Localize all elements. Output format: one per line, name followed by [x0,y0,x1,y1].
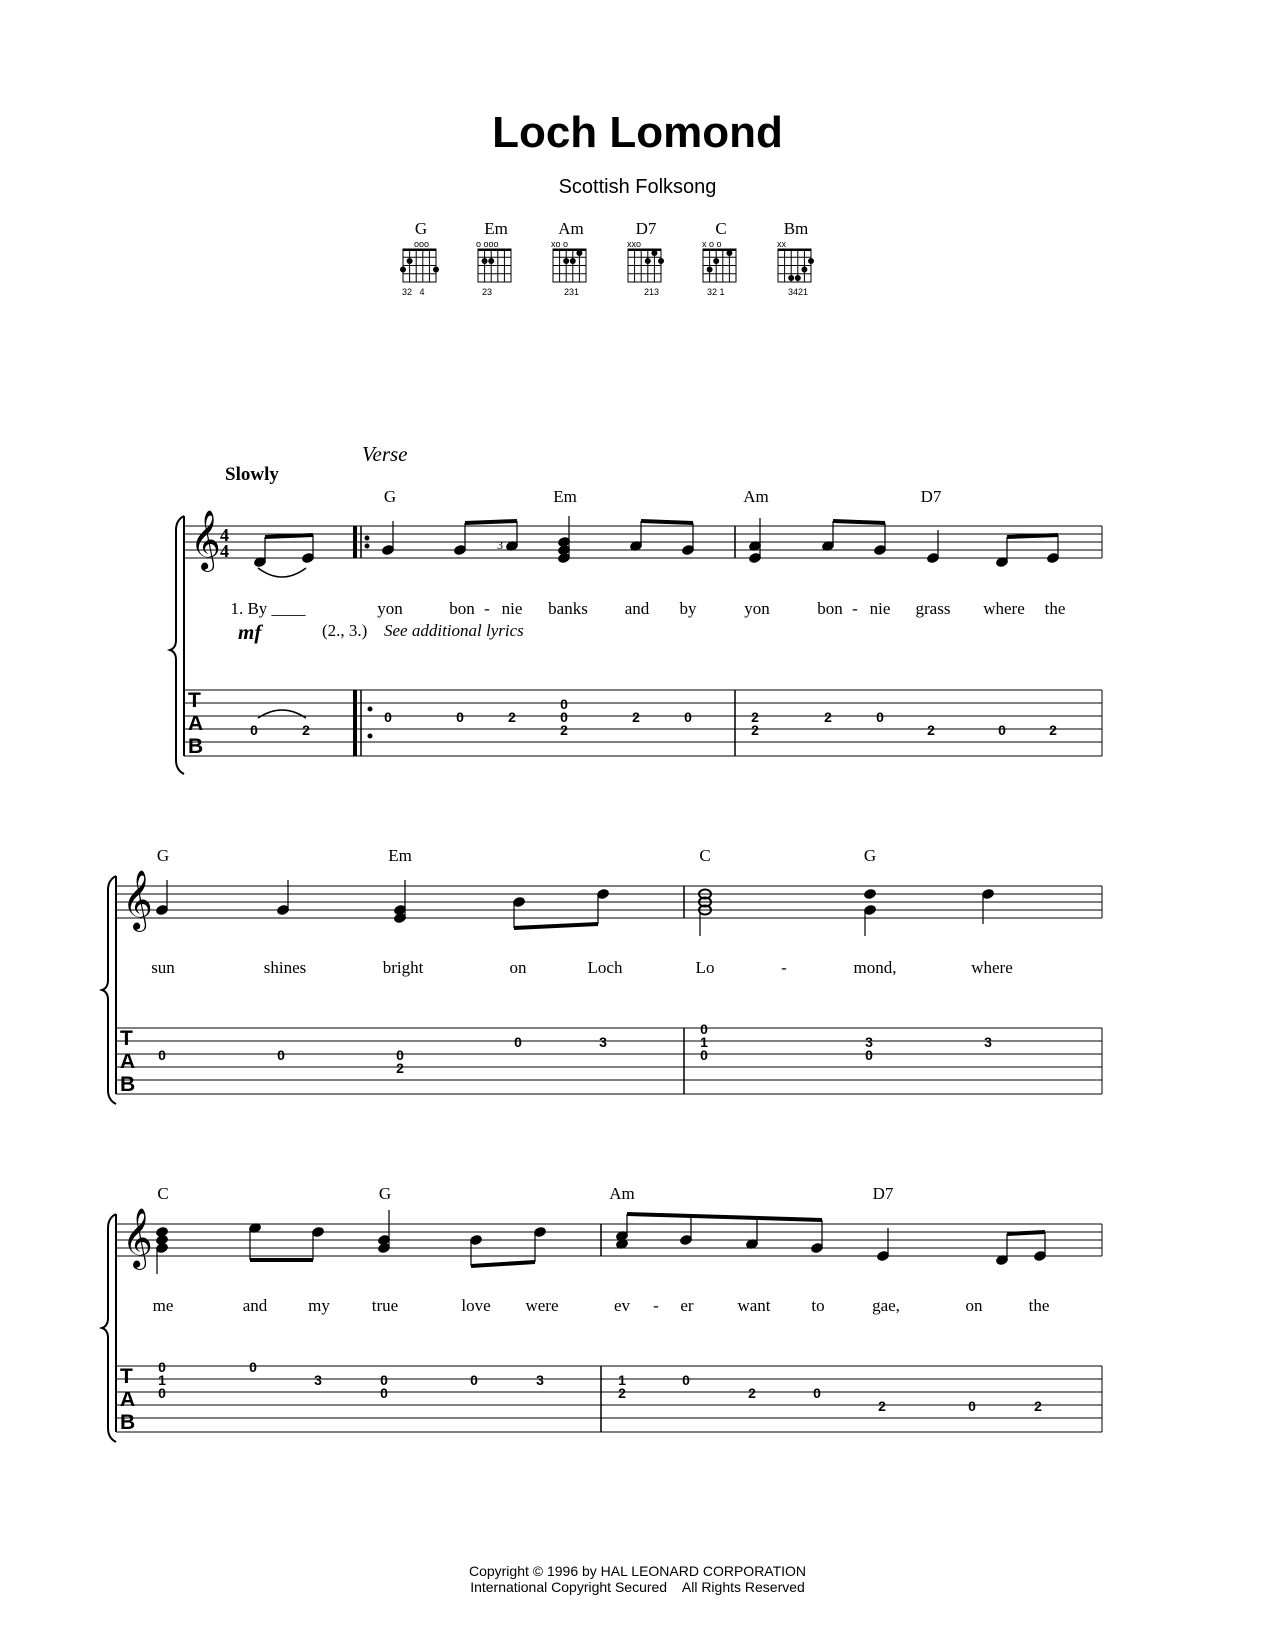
treble-clef-icon: 𝄞 [122,870,153,930]
tab-number: 0 [456,709,464,725]
tab-number: 0 [249,1359,257,1375]
lyric-syllable: true [371,1296,399,1315]
lyric-syllable: grass [915,599,951,618]
tab-number: 0 [380,1372,388,1388]
tab-number: 2 [1034,1398,1042,1414]
chord-diagram-name: Bm [783,219,809,238]
lyric-syllable: to [811,1296,825,1315]
open-string-marks: xx [777,239,786,249]
lyric-hyphen: - [781,958,787,977]
open-string-marks: x o o [702,239,722,249]
time-signature-top: 4 [220,525,229,545]
lyric-syllable: love [461,1296,491,1315]
song-title: Loch Lomond [492,108,783,157]
tab-numbers-system-3 [158,1359,1042,1414]
chord-diagram-name: G [414,219,428,238]
open-string-marks: xo o [551,239,569,249]
lyric-syllable: were [525,1296,559,1315]
system-3 [102,1214,1102,1442]
lyric-syllable: want [737,1296,771,1315]
notes-system-2 [155,880,994,936]
lyric-syllable: and [242,1296,268,1315]
lyric-syllable: nie [869,599,891,618]
tab-number: 2 [927,722,935,738]
treble-clef-icon: 𝄞 [190,510,221,570]
finger-numbers: 3421 [788,287,809,297]
tab-number: 0 [158,1385,166,1401]
tab-number: 2 [508,709,516,725]
tab-number: 0 [700,1047,708,1063]
chord-diagram-name: Am [558,219,584,238]
tab-numbers-system-1 [250,696,1057,738]
lyric-syllable: on [509,958,527,977]
lyric-hyphen: - [653,1296,659,1315]
lyric-syllable: Loch [587,958,623,977]
chord-symbol: Em [553,487,577,506]
tempo-marking: Slowly [225,464,279,485]
dynamic-marking: mf [238,620,262,644]
tab-number: 2 [751,722,759,738]
chord-symbol: G [378,1184,392,1203]
tab-number: 0 [250,722,258,738]
tab-letter-a: A [188,712,204,735]
tab-number: 0 [813,1385,821,1401]
lyric-syllable: sun [151,958,175,977]
lyric-syllable: the [1028,1296,1050,1315]
tab-number: 1 [700,1034,708,1050]
tab-number: 3 [599,1034,607,1050]
tab-letter-a: A [120,1050,136,1073]
finger-numbers: 213 [644,287,660,297]
lyric-syllable: bon [817,599,843,618]
tab-number: 0 [968,1398,976,1414]
tab-number: 0 [277,1047,285,1063]
verse-number-note: (2., 3.) [322,621,368,640]
lyric-syllable: banks [548,599,588,618]
tab-letter-b: B [188,735,204,758]
tab-number: 0 [682,1372,690,1388]
tab-numbers-system-2 [158,1021,992,1076]
tab-number: 0 [396,1047,404,1063]
lyric-syllable: the [1044,599,1066,618]
tab-letter-a: A [120,1388,136,1411]
tab-number: 0 [560,709,568,725]
lyric-hyphen: - [484,599,490,618]
system-2 [102,876,1102,1104]
chord-symbol: C [699,846,711,865]
lyric-syllable: shines [263,958,307,977]
chord-symbol: D7 [872,1184,894,1203]
time-signature-bottom: 4 [220,541,229,561]
lyric-syllable: nie [501,599,523,618]
lyric-syllable: ev [613,1296,631,1315]
tab-number: 3 [314,1372,322,1388]
tab-number: 0 [684,709,692,725]
tab-number: 1 [158,1372,166,1388]
tab-number: 2 [632,709,640,725]
tab-letter-t: T [188,689,201,712]
lyric-syllable: by [679,599,697,618]
tab-number: 1 [618,1372,626,1388]
tab-number: 3 [536,1372,544,1388]
tab-number: 0 [380,1385,388,1401]
tab-number: 2 [751,709,759,725]
lyric-syllable: and [624,599,650,618]
lyric-syllable: yon [744,599,770,618]
tab-number: 0 [700,1021,708,1037]
treble-clef-icon: 𝄞 [122,1208,153,1268]
tab-number: 0 [158,1047,166,1063]
tab-number: 2 [748,1385,756,1401]
open-string-marks: xxo [627,239,642,249]
tab-number: 2 [396,1060,404,1076]
tab-number: 0 [384,709,392,725]
tab-number: 2 [560,722,568,738]
song-subtitle: Scottish Folksong [558,176,717,198]
tab-number: 0 [560,696,568,712]
chord-symbol: D7 [920,487,942,506]
chord-symbol: Em [388,846,412,865]
finger-numbers: 23 [482,287,493,297]
chord-symbol: G [863,846,877,865]
lyric-syllable: me [152,1296,174,1315]
lyric-syllable: on [965,1296,983,1315]
tab-letter-t: T [120,1365,133,1388]
tab-letter-b: B [120,1411,136,1434]
chord-grid-em [478,249,511,282]
finger-numbers: 231 [564,287,580,297]
chord-symbol: Am [743,487,769,506]
lyric-syllable: er [680,1296,694,1315]
chord-grid-c [703,249,736,282]
lyric-hyphen: - [852,599,858,618]
chord-diagram-name: C [715,219,727,238]
chord-symbol: C [157,1184,169,1203]
tab-number: 3 [984,1034,992,1050]
additional-lyrics-note: See additional lyrics [384,621,524,640]
triplet-mark: 3 [497,538,503,552]
tab-number: 2 [824,709,832,725]
chord-grid-bm [778,249,814,282]
open-string-marks: ooo [414,239,430,249]
lyric-syllable: bright [382,958,424,977]
copyright-line-2: International Copyright Secured All Rights Reserved [470,1579,805,1595]
lyric-syllable: bon [449,599,475,618]
chord-symbol: G [383,487,397,506]
chord-symbol: Am [609,1184,635,1203]
lyric-syllable: 1. By ____ [230,599,306,618]
chord-grid-d7 [628,249,664,282]
lyric-syllable: gae, [872,1296,900,1315]
tab-letter-t: T [120,1027,133,1050]
tab-number: 0 [514,1034,522,1050]
tab-number: 2 [618,1385,626,1401]
chord-grid-g [401,249,439,282]
chord-symbol: G [156,846,170,865]
tab-number: 0 [876,709,884,725]
copyright-notice [0,1563,1275,1595]
finger-numbers: 32 1 [707,287,725,297]
lyric-syllable: yon [377,599,403,618]
tab-number: 3 [865,1034,873,1050]
tab-number: 0 [865,1047,873,1063]
lyric-syllable: my [308,1296,330,1315]
lyric-syllable: where [971,958,1013,977]
lyric-syllable: Lo [695,958,715,977]
chord-diagram-name: Em [484,219,508,238]
section-label: Verse [362,442,408,466]
lyric-syllable: mond, [853,958,897,977]
lyric-syllable: where [983,599,1025,618]
tab-number: 0 [998,722,1006,738]
copyright-line-1: Copyright © 1996 by HAL LEONARD CORPORATION [468,1563,807,1579]
tab-number: 2 [302,722,310,738]
tab-number: 2 [1049,722,1057,738]
chord-grid-am [553,249,586,282]
tab-number: 0 [470,1372,478,1388]
chord-grids [401,249,814,282]
open-string-marks: o ooo [476,239,499,249]
tab-number: 2 [878,1398,886,1414]
chord-diagram-name: D7 [635,219,657,238]
tab-number: 0 [158,1359,166,1375]
tab-letter-b: B [120,1073,136,1096]
finger-numbers: 32 4 [402,287,425,297]
